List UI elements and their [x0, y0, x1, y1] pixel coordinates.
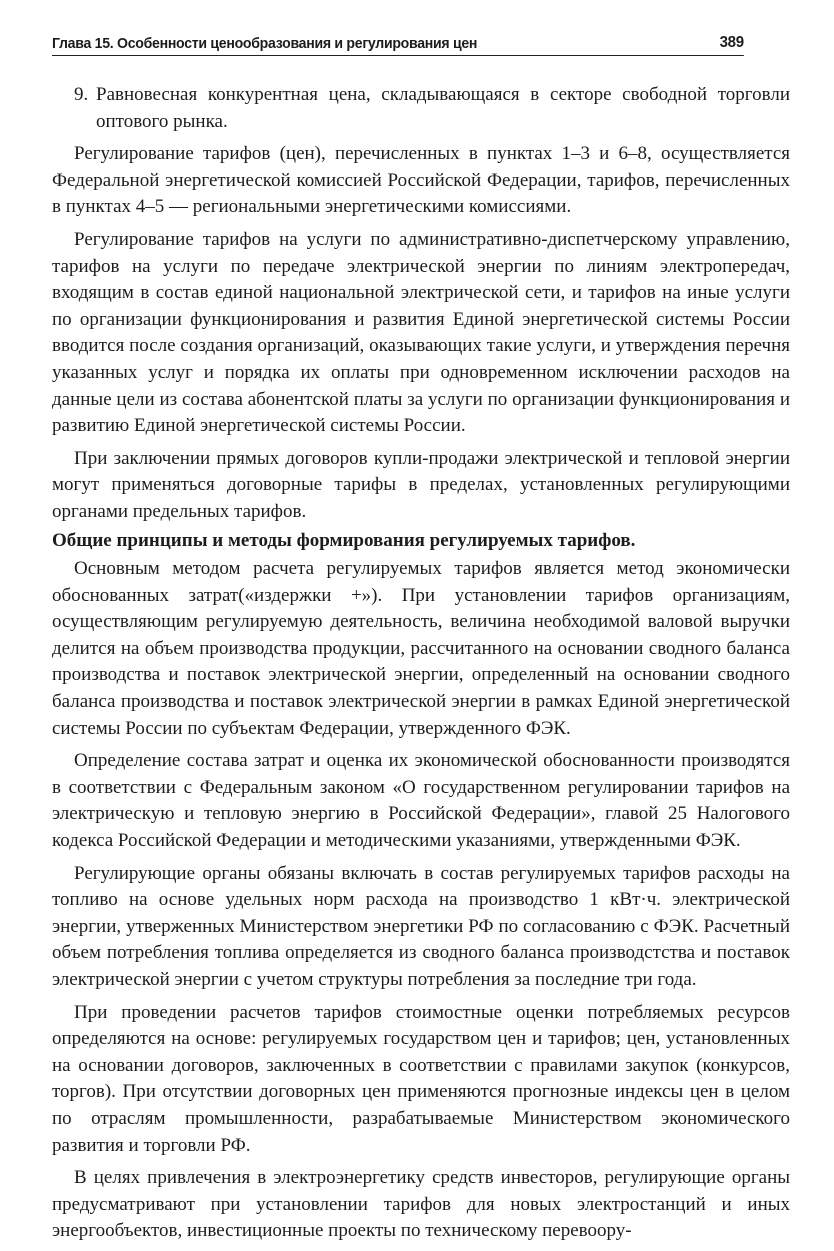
list-item [52, 82, 790, 135]
paragraph: Регулирование тарифов на услуги по административно-диспетчерскому управлению, тарифов на услуги по передаче электрической энергии по линиям электропередач, входящим в состав единой национальной электрической сети, и тарифов на иные услуги по организации функционирования и развития Единой энергетической системы России вводится после создания организаций, оказывающих такие услуги, и утверждения перечня указанных услуг и порядка их оплаты при одновременном исключении расходов на данные цели из состава абонентской платы за услуги по организации функционирования и развитию Единой энергетической системы России. [52, 228, 790, 437]
paragraph: Регулирующие органы обязаны включать в состав регулируемых тарифов расходы на топливо на основе удельных норм расхода на производство 1 кВт·ч. электрической энергии, утверженных Министерством энергетики РФ по согласованию с ФЭК. Расчетный объем потребления топлива определяется из сводного баланса производстства и поставок электрической энергии с учетом структуры потребления за последние три года. [52, 862, 790, 990]
page-number: 389 [719, 34, 744, 51]
paragraph: Определение состава затрат и оценка их экономической обоснованности производятся в соответствии с Федеральным законом «О государственном регулировании тарифов на электрическую и тепловую энергию в Российской Федерации», главой 25 Налогового кодекса Российской Федерации и методическими указаниями, утвержденными ФЭК. [52, 750, 790, 852]
paragraph: При проведении расчетов тарифов стоимостные оценки потребляемых ресурсов определяются на основе: регулируемых государством цен и тарифов; цен, установленных на основании договоров, заключенных в соответствии с правилами закупок (конкурсов, торгов). При отсутствии договорных цен применяются прогнозные индексы цен в целом по отраслям промышленности, разрабатываемые Министерством экономического развития и торговли РФ. [52, 1001, 790, 1156]
paragraph: Основным методом расчета регулируемых тарифов является метод экономически обоснованных затрат(«издержки +»). При установлении тарифов организациям, осуществляющим регулируемую деятельность, величина необходимой валовой выручки делится на объем производства продукции, рассчитанного на основании сводного баланса производства и поставок электрической энергии, определенный на основании сводного баланса производства и поставок электрической энергии в рамках Единой энергетической системы России по субъектам Федерации, утвержденного ФЭК. [52, 558, 790, 739]
body-text [52, 82, 790, 1251]
running-header [52, 30, 744, 56]
paragraph: В целях привлечения в электроэнергетику средств инвесторов, регулирующие органы предусматривают при установлении тарифов для новых электростанций и иных энергообъектов, инвестиционные проекты по техническому перевоору- [52, 1167, 790, 1242]
paragraph: При заключении прямых договоров купли-продажи электрической и тепловой энергии могут применяться договорные тарифы в пределах, установленных регулирующими органами предельных тарифов. [52, 447, 790, 522]
list-item-number: 9. [74, 84, 89, 105]
chapter-title: Глава 15. Особенности ценообразования и регулирования цен [52, 35, 478, 52]
section-heading: Общие принципы и методы формирования регулируемых тарифов. [52, 529, 636, 551]
list-item-text: Равновесная конкурентная цена, складывающаяся в секторе свободной торговли оптового рынка. [96, 84, 790, 132]
paragraph: Регулирование тарифов (цен), перечисленных в пунктах 1–3 и 6–8, осуществляется Федеральной энергетической комиссией Российской Федерации, тарифов, перечисленных в пунктах 4–5 — региональными энергетическими комиссиями. [52, 143, 790, 218]
